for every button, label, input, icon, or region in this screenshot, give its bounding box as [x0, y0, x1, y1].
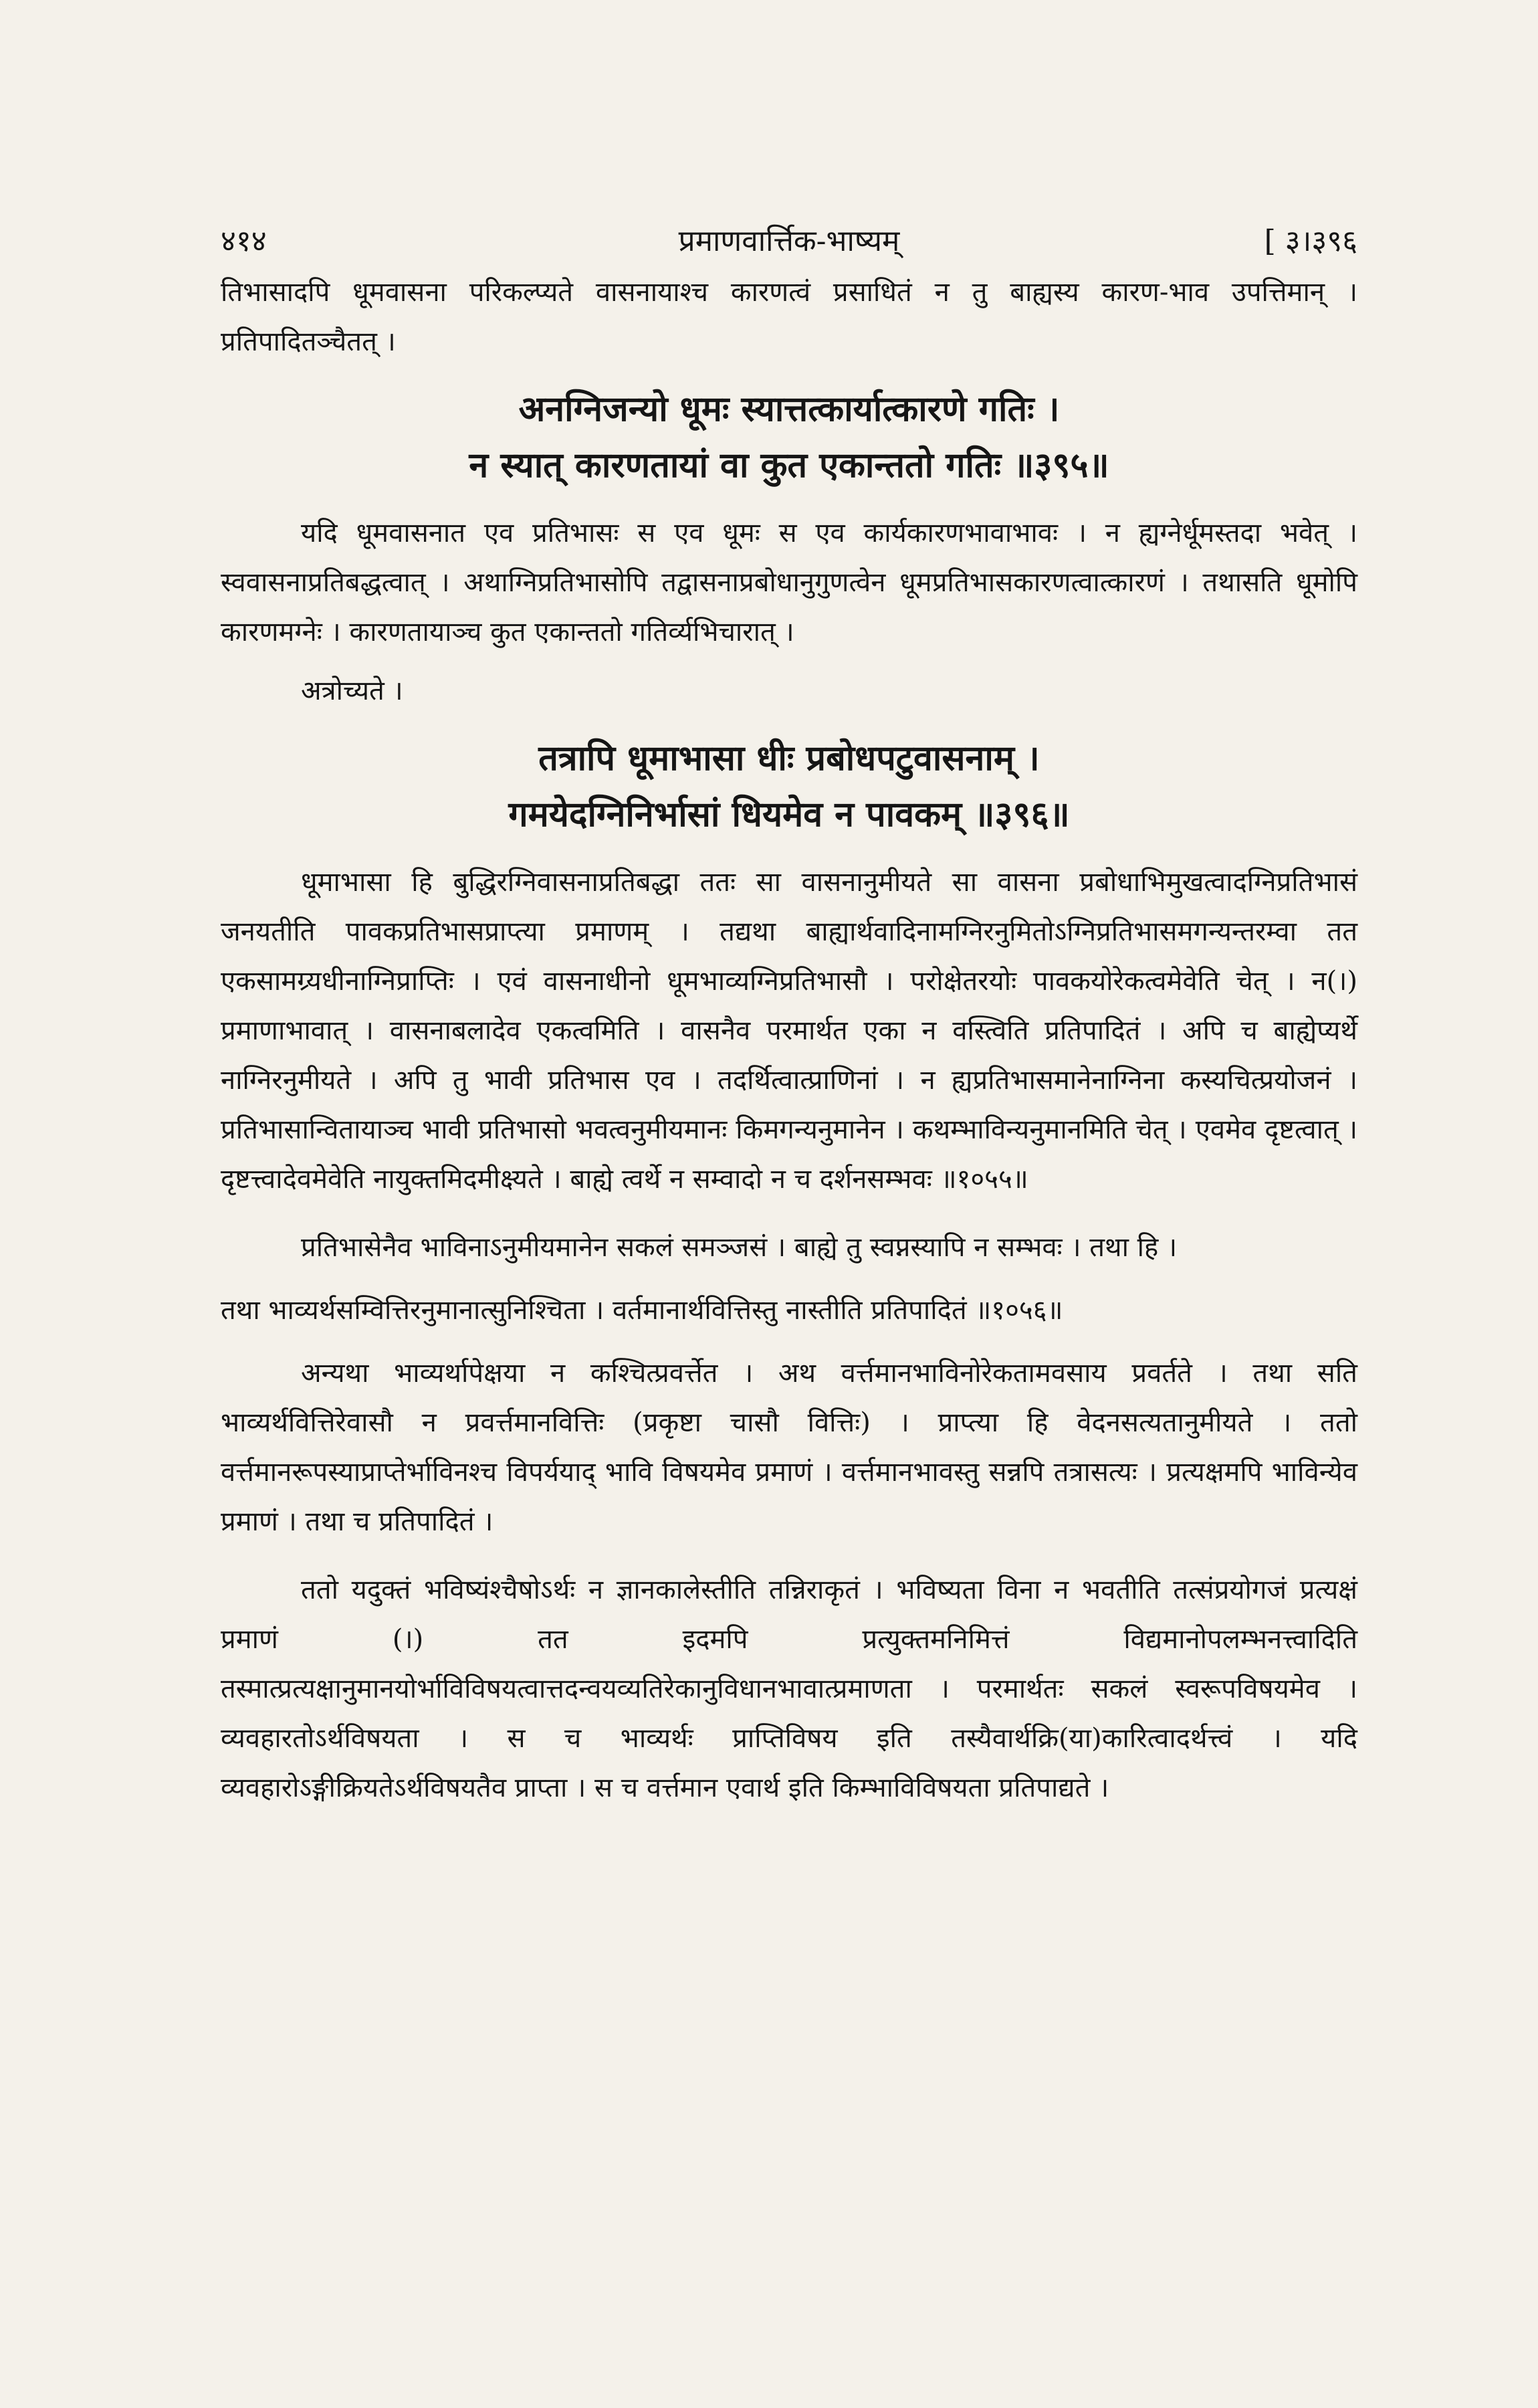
paragraph-6: अन्यथा भाव्यर्थापेक्षया न कश्चित्प्रवर्त्तेत । अथ वर्त्तमानभाविनोरेकतामवसाय प्रवर्तते । तथा सति भाव्यर्थवित्तिरेवासौ न प्रवर्त्तमानवित्तिः (प्रकृष्टा चासौ वित्तिः) । प्राप्त्या हि वेदनसत्यतानुमीयते । ततो वर्त्तमानरूपस्याप्राप्तेर्भाविनश्च विपर्ययाद् भावि विषयमेव प्रमाणं । वर्त्तमानभावस्तु सन्नपि तत्रासत्यः । प्रत्यक्षमपि भाविन्येव प्रमाणं । तथा च प्रतिपादितं । [221, 1358, 1357, 1537]
verse-396-line-1: तत्रापि धूमाभासा धीः प्रबोधपटुवासनाम् । [538, 738, 1040, 779]
page-number: ४१४ [221, 224, 267, 258]
paragraph-3: अत्रोच्यते । [301, 676, 403, 706]
verse-396-line-2: गमयेदग्निनिर्भासां धियमेव न पावकम् ॥३९६॥ [508, 794, 1070, 835]
verse-395-line-2: न स्यात् कारणतायां वा कुत एकान्ततो गतिः ॥३९५॥ [469, 445, 1109, 486]
paragraph-2: यदि धूमवासनात एव प्रतिभासः स एव धूमः स एव कार्यकारणभावाभावः । न ह्यग्नेर्धूमस्तदा भवेत् । स्ववासनाप्रतिबद्धत्वात् । अथाग्निप्रतिभासोपि तद्वासनाप्रबोधानुगुणत्वेन धूमप्रतिभासकारणत्वात्कारणं । तथासति धूमोपि कारणमग्नेः । कारणतायाञ्च कुत एकान्ततो गतिर्व्यभिचारात् । [221, 518, 1357, 647]
verse-396 [221, 730, 1357, 843]
verse-395-line-1: अनग्निजन्यो धूमः स्यात्तत्कार्यात्कारणे गतिः । [518, 389, 1060, 429]
document-page [221, 214, 1357, 1813]
paragraph-5: प्रतिभासेनैव भाविनाऽनुमीयमानेन सकलं समञ्जसं । बाह्ये तु स्वप्नस्यापि न सम्भवः । तथा हि । [301, 1232, 1178, 1263]
paragraph-7: ततो यदुक्तं भविष्यंश्चैषोऽर्थः न ज्ञानकालेस्तीति तन्निराकृतं । भविष्यता विना न भवतीति तत्संप्रयोगजं प्रत्यक्षं प्रमाणं (।) तत इदमपि प्रत्युक्तमनिमित्तं विद्यमानोपलम्भनत्त्वादिति तस्मात्प्रत्यक्षानुमानयोर्भाविविषयत्वात्तदन्वयव्यतिरेकानुविधानभावात्प्रमाणता । परमार्थतः सकलं स्वरूपविषयमेव । व्यवहारतोऽर्थविषयता । स च भाव्यर्थः प्राप्तिविषय इति तस्यैवार्थक्रि(या)कारित्वादर्थत्त्वं । यदि व्यवहारोऽङ्गीक्रियतेऽर्थविषयतैव प्राप्ता । स च वर्त्तमान एवार्थ इति किम्भाविविषयता प्रतिपाद्यते । [221, 1575, 1357, 1803]
paragraph-4: धूमाभासा हि बुद्धिरग्निवासनाप्रतिबद्धा ततः सा वासनानुमीयते सा वासना प्रबोधाभिमुखत्वादग्निप्रतिभासं जनयतीति पावकप्रतिभासप्राप्त्या प्रमाणम् । तद्यथा बाह्यार्थवादिनामग्निरनुमितोऽग्निप्रतिभासमगन्यन्तरम्वा तत एकसामग्र्यधीनाग्निप्राप्तिः । एवं वासनाधीनो धूमभाव्यग्निप्रतिभासौ । परोक्षेतरयोः पावकयोरेकत्वमेवेति चेत् । न(।) प्रमाणाभावात् । वासनाबलादेव एकत्वमिति । वासनैव परमार्थत एका न वस्त्विति प्रतिपादितं । अपि च बाह्येप्यर्थे नाग्निरनुमीयते । अपि तु भावी प्रतिभास एव । तदर्थित्वात्प्राणिनां । न ह्यप्रतिभासमानेनाग्निना कस्यचित्प्रयोजनं । प्रतिभासान्वितायाञ्च भावी प्रतिभासो भवत्वनुमीयमानः किमगन्यनुमानेन । कथम्भाविन्यनुमानमिति चेत् । एवमेव दृष्टत्वात् । दृष्टत्त्वादेवमेवेति नायुक्तमिदमीक्ष्यते । बाह्ये त्वर्थे न सम्वादो न च दर्शनसम्भवः ॥१०५५॥ [221, 867, 1357, 1195]
paragraph-1: तिभासादपि धूमवासना परिकल्प्यते वासनायाश्च कारणत्वं प्रसाधितं न तु बाह्यस्य कारण-भाव उपत्तिमान् । प्रतिपादितञ्चैतत् । [221, 277, 1357, 357]
karika-1056: तथा भाव्यर्थसम्वित्तिरनुमानात्सुनिश्चिता । वर्तमानार्थवित्तिस्तु नास्तीति प्रतिपादितं ॥१०५६॥ [221, 1295, 1063, 1326]
running-title: प्रमाणवार्त्तिक-भाष्यम् [678, 224, 900, 258]
verse-395 [221, 381, 1357, 494]
verse-reference: [ ३।३९६ [1264, 224, 1357, 258]
page-header [221, 214, 1357, 268]
